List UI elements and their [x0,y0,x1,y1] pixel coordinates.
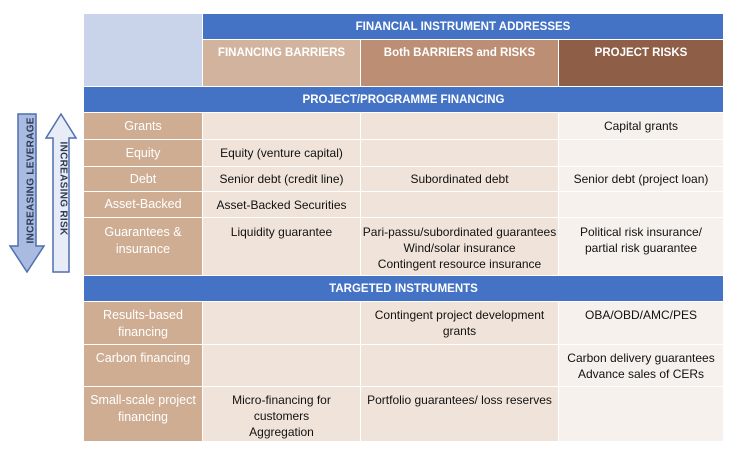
cell-line: Pari-passu/subordinated guarantees [362,225,557,239]
table-cell: Asset-Backed Securities [203,192,360,217]
table-cell: Senior debt (project loan) [559,167,723,191]
row-label-line: Results-based [103,308,183,322]
table-cell [361,192,558,217]
table-cell [361,302,558,344]
increasing-leverage-label: INCREASING LEVERAGE [25,117,37,244]
row-label-line: financing [117,410,169,424]
table-cell: OBA/OBD/AMC/PES [559,302,723,344]
table-cell [559,218,723,275]
cell-line: Advance sales of CERs [577,367,705,381]
table-cell [361,345,558,386]
cell-line: Political risk insurance/ [579,225,703,239]
cell-line: grants [442,324,477,338]
cell-line: partial risk guarantee [584,241,698,255]
table-cell: Capital grants [559,113,723,139]
cell-line: Contingent resource insurance [377,257,542,271]
section-title-project-financing: PROJECT/PROGRAMME FINANCING [84,87,723,112]
table-cell [203,387,360,441]
table-cell [361,113,558,139]
row-label-equity: Equity [84,140,202,166]
section-title-targeted-instruments: TARGETED INSTRUMENTS [84,276,723,301]
table-cell [203,302,360,344]
table-cell [559,387,723,441]
row-label-carbon-financing: Carbon financing [84,345,202,386]
row-label-asset-backed: Asset-Backed [84,192,202,217]
column-header-financing-barriers: FINANCING BARRIERS [203,40,360,86]
table-cell: Equity (venture capital) [203,140,360,166]
row-label-debt: Debt [84,167,202,191]
cell-line: Aggregation [249,425,314,439]
cell-line: Contingent project development [374,308,545,322]
increasing-risk-label: INCREASING RISK [57,141,69,236]
column-header-both: Both BARRIERS and RISKS [361,40,558,86]
table-cell [203,113,360,139]
cell-line: Wind/solar insurance [403,241,516,255]
table-cell: Subordinated debt [361,167,558,191]
row-label-grants: Grants [84,113,202,139]
column-header-project-risks: PROJECT RISKS [559,40,723,86]
row-label-line: Small-scale project [90,393,196,407]
table-cell [559,345,723,386]
row-label-small-scale-financing [84,387,202,441]
table-cell [203,345,360,386]
table-cell [559,192,723,217]
table-cell [361,140,558,166]
row-label-guarantees-insurance [84,218,202,275]
cell-line: customers [253,409,310,423]
row-label-line: financing [117,325,169,339]
table-cell [559,140,723,166]
table-cell: Portfolio guarantees/ loss reserves [361,387,558,441]
table-cell: Liquidity guarantee [203,218,360,275]
cell-line: Micro-financing for [232,393,331,407]
table-cell: Senior debt (credit line) [203,167,360,191]
table-cell [361,218,558,275]
row-label-line: insurance [115,242,171,256]
cell-line: Carbon delivery guarantees [567,351,715,365]
table-header-title: FINANCIAL INSTRUMENT ADDRESSES [203,14,723,39]
row-label-line: Guarantees & [104,225,182,239]
row-label-results-based-financing [84,302,202,344]
corner-cell [84,14,202,86]
